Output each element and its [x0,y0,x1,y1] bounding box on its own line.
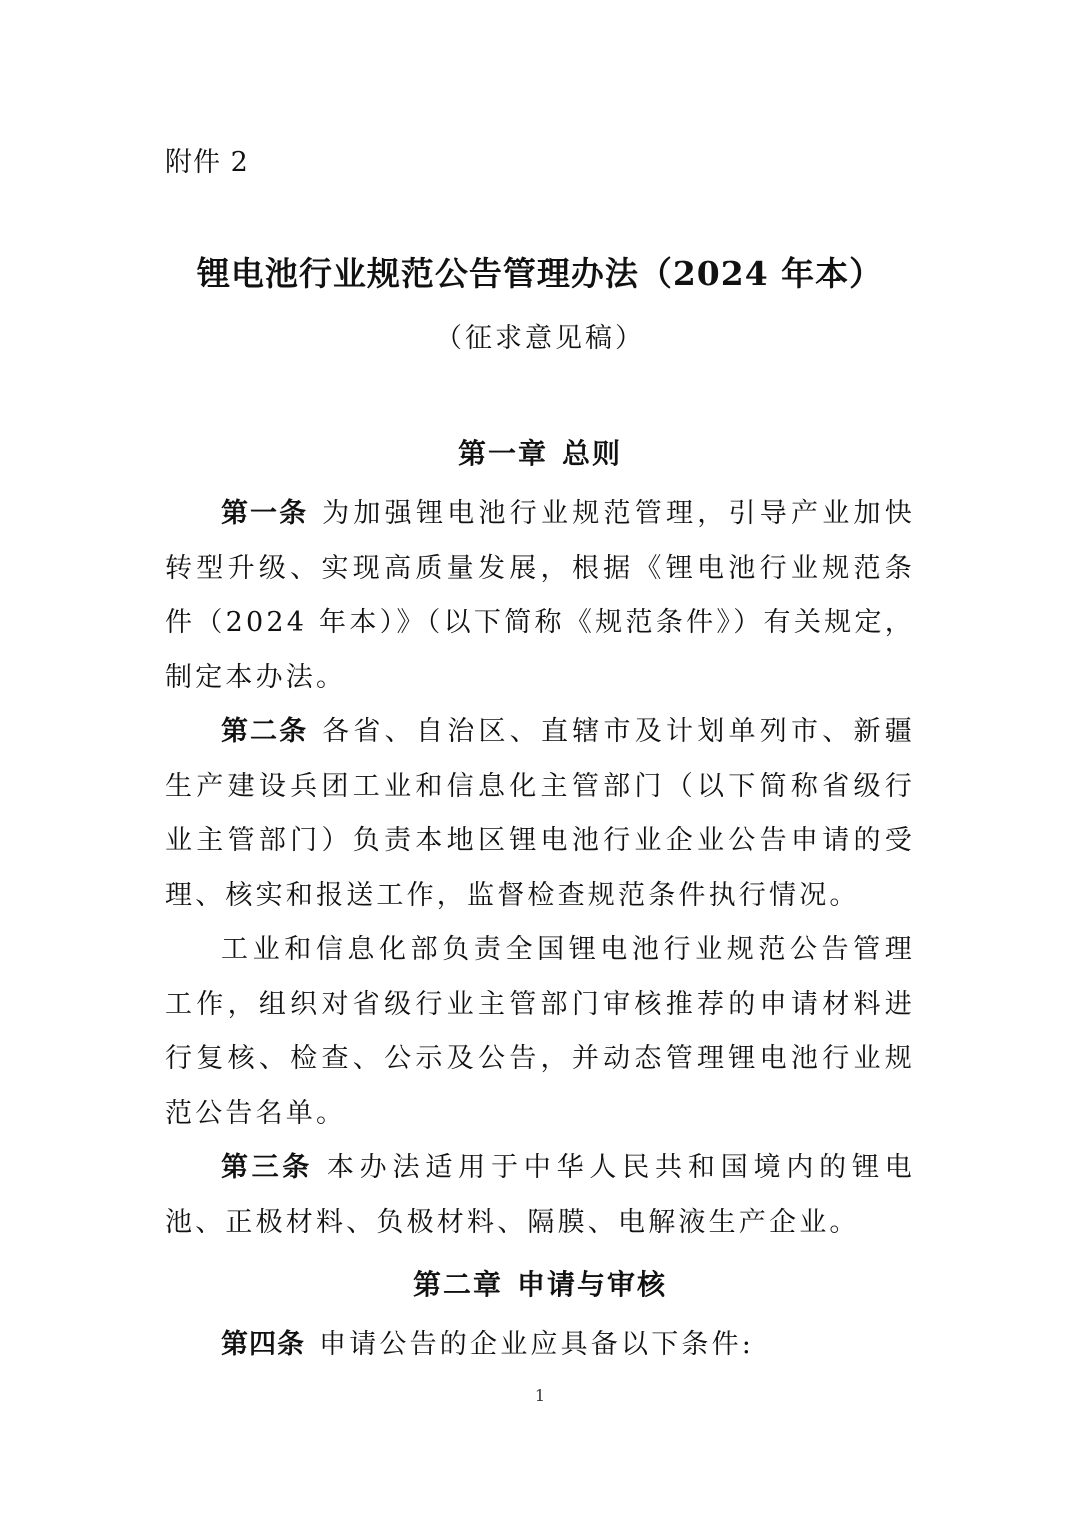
chapter-name: 申请与审核 [517,1268,668,1301]
article-text: 申请公告的企业应具备以下条件: [319,1329,755,1360]
article-text: 各省、自治区、直辖市及计划单列市、新疆生产建设兵团工业和信息化主管部门（以下简称省级行业主管部门）负责本地区锂电池行业企业公告申请的受理、核实和报送工作，监督检查规范条件执行情况。 [165,716,915,911]
article-number: 第二条 [221,716,309,747]
article-text: 为加强锂电池行业规范管理，引导产业加快转型升级、实现高质量发展，根据《锂电池行业规范条件（2024 年本）》（以下简称《规范条件》）有关规定，制定本办法。 [165,498,915,693]
article-number: 第三条 [221,1152,313,1183]
article-number: 第四条 [221,1329,305,1360]
page-number: 1 [534,1386,546,1405]
article-text: 本办法适用于中华人民共和国境内的锂电池、正极材料、负极材料、隔膜、电解液生产企业。 [165,1152,915,1238]
chapter-number: 第一章 [457,437,548,470]
article-paragraph [165,1141,915,1250]
chapter-1-body [165,487,915,1250]
chapter-2-body [165,1318,915,1373]
chapter-name: 总则 [562,437,623,470]
chapter-number: 第二章 [412,1268,503,1301]
document-title: 锂电池行业规范公告管理办法（2024 年本） [196,254,884,293]
chapter-heading-1 [0,432,1080,472]
article-paragraph [165,705,915,923]
article-paragraph [165,923,915,1141]
document-subtitle: （征求意见稿） [435,323,645,354]
article-paragraph [165,487,915,705]
chapter-heading-2 [0,1263,1080,1303]
article-paragraph [165,1318,915,1373]
article-text: 工业和信息化部负责全国锂电池行业规范公告管理工作，组织对省级行业主管部门审核推荐的申请材料进行复核、检查、公示及公告，并动态管理锂电池行业规范公告名单。 [165,934,915,1129]
article-number: 第一条 [221,498,309,529]
attachment-label: 附件 2 [165,147,249,178]
